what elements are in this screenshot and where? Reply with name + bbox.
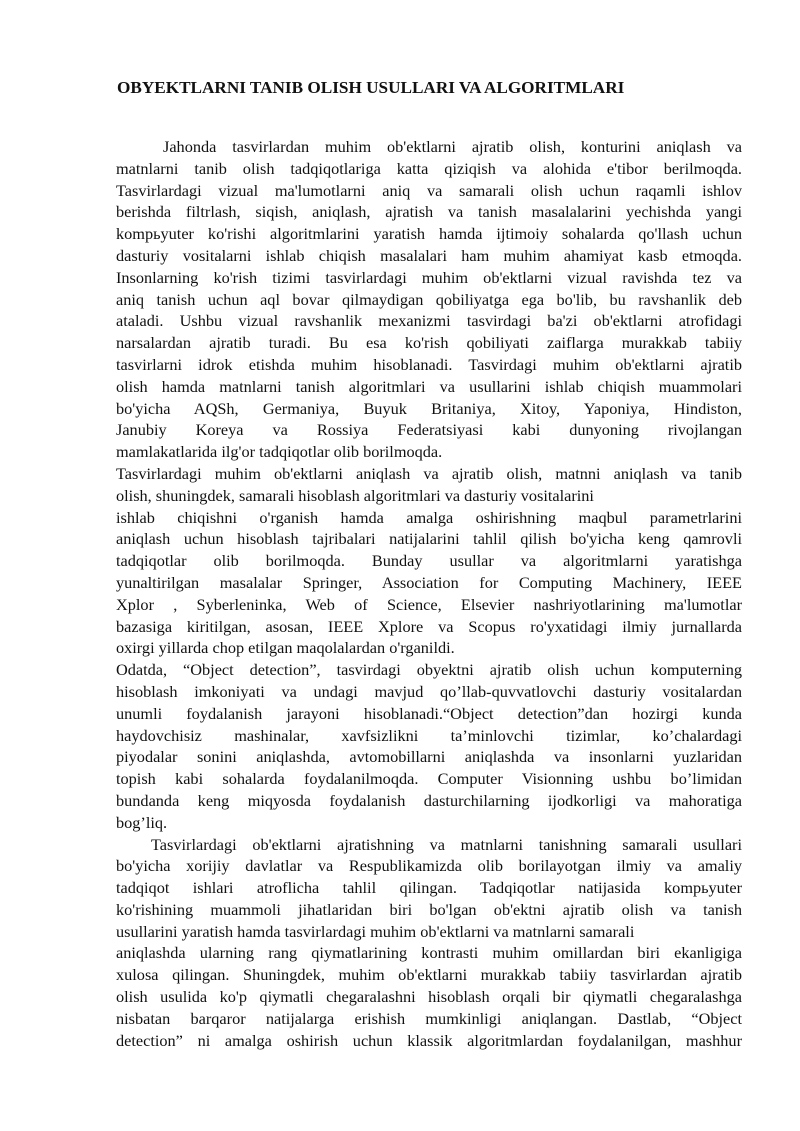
- body-line: Tasvirlardagi vizual ma'lumotlarni aniq va samarali olish uchun raqamli ishlov: [116, 180, 742, 200]
- body-line: olish, shuningdek, samarali hisoblash algoritmlari va dasturiy vositalarini: [116, 485, 594, 505]
- body-line: haydovchisiz mashinalar, xavfsizlikni ta’minlovchi tizimlar, ko’chalardagi: [116, 725, 742, 745]
- body-line: bog’liq.: [116, 812, 168, 832]
- body-line: narsalardan ajratib turadi. Bu esa ko'rish qobiliyati zaiflarga murakkab tabiiy: [116, 333, 742, 353]
- body-line: Tasvirlardagi ob'ektlarni ajratishning va matnlarni tanishning samarali usullari: [151, 834, 742, 854]
- body-line: Tasvirlardagi muhim ob'ektlarni aniqlash va ajratib olish, matnni aniqlash va tanib: [116, 463, 742, 483]
- body-line: Janubiy Koreya va Rossiya Federatsiyasi kabi dunyoning rivojlangan: [116, 420, 742, 440]
- body-line: Odatda, “Object detection”, tasvirdagi obyektni ajratib olish uchun komputerning: [116, 660, 742, 680]
- body-line: ataladi. Ushbu vizual ravshanlik mexanizmi tasvirdagi ba'zi ob'ektlarni atrofidagi: [116, 311, 742, 331]
- body-line: oxirgi yillarda chop etilgan maqolalardan o'rganildi.: [116, 638, 455, 658]
- body-line: berishda filtrlash, siqish, aniqlash, ajratish va tanish masalalarini yechishda yangi: [116, 202, 742, 222]
- body-line: bo'yicha xorijiy davlatlar va Respublikamizda olib borilayotgan ilmiy va amaliy: [116, 856, 742, 876]
- body-line: piyodalar sonini aniqlashda, avtomobillarni aniqlashda va insonlarni yuzlaridan: [116, 747, 742, 767]
- body-line: usullarini yaratish hamda tasvirlardagi muhim ob'ektlarni va matnlarni samarali: [116, 921, 635, 941]
- body-line: Insonlarning ko'rish tizimi tasvirlardagi muhim ob'ektlarni vizual ravishda tez va: [116, 267, 742, 287]
- body-line: aniqlashda ularning rang qiymatlarining kontrasti muhim omillardan biri ekanligiga: [116, 943, 742, 963]
- document-title: OBYEKTLARNI TANIB OLISH USULLARI VA ALGORITMLARI: [117, 78, 625, 97]
- body-line: nisbatan barqaror natijalarga erishish mumkinligi aniqlangan. Dastlab, “Object: [116, 1008, 742, 1028]
- body-line: ishlab chiqishni o'rganish hamda amalga oshirishning maqbul parametrlarini: [116, 507, 742, 527]
- document-body: [116, 136, 742, 1051]
- body-line: hisoblash imkoniyati va undagi mavjud qo’llab-quvvatlovchi dasturiy vositalardan: [116, 681, 742, 701]
- body-line: tadqiqotlar olib borilmoqda. Bunday usullar va algoritmlarni yaratishga: [116, 551, 742, 571]
- body-line: tadqiqot ishlari atroflicha tahlil qilingan. Tadqiqotlar natijasida kompьyuter: [116, 878, 742, 898]
- body-line: aniq tanish uchun aql bovar qilmaydigan qobiliyatga ega bo'lib, bu ravshanlik deb: [116, 289, 742, 309]
- body-line: kompьyuter ko'rishi algoritmlarini yaratish hamda ijtimoiy sohalarda qo'llash uchun: [116, 224, 742, 244]
- body-line: aniqlash uchun hisoblash tajribalari natijalarini tahlil qilish bo'yicha keng qamrovli: [116, 529, 742, 549]
- body-line: matnlarni tanib olish tadqiqotlariga katta qiziqish va alohida e'tibor berilmoqda.: [116, 158, 742, 178]
- body-line: olish usulida ko'p qiymatli chegaralashni hisoblash orqali bir qiymatli chegaralashga: [116, 987, 742, 1007]
- body-line: olish hamda matnlarni tanish algoritmlari va usullarini ishlab chiqish muammolari: [116, 376, 742, 396]
- body-line: detection” ni amalga oshirish uchun klassik algoritmlardan foydalanilgan, mashhur: [116, 1030, 742, 1050]
- body-line: Xplor , Syberleninka, Web of Science, Elsevier nashriyotlarining ma'lumotlar: [116, 594, 742, 614]
- body-line: bo'yicha AQSh, Germaniya, Buyuk Britaniya, Xitoy, Yaponiya, Hindiston,: [116, 398, 742, 418]
- body-line: dasturiy vositalarni ishlab chiqish masalalari ham muhim ahamiyat kasb etmoqda.: [116, 245, 742, 265]
- body-line: Jahonda tasvirlardan muhim ob'ektlarni ajratib olish, konturini aniqlash va: [163, 137, 742, 156]
- body-line: bazasiga kiritilgan, asosan, IEEE Xplore va Scopus ro'yxatidagi ilmiy jurnallarda: [116, 616, 742, 636]
- body-line: ko'rishining muammoli jihatlaridan biri bo'lgan ob'ektni ajratib olish va tanish: [116, 899, 742, 919]
- body-line: bundanda keng miqyosda foydalanish dasturchilarning ijodkorligi va mahoratiga: [116, 790, 742, 810]
- body-line: yunaltirilgan masalalar Springer, Association for Computing Machinery, IEEE: [116, 572, 742, 592]
- body-line: tasvirlarni idrok etishda muhim hisoblanadi. Tasvirdagi muhim ob'ektlarni ajratib: [116, 354, 742, 374]
- body-line: xulosa qilingan. Shuningdek, muhim ob'ektlarni murakkab tabiiy tasvirlardan ajratib: [116, 965, 742, 985]
- body-line: topish kabi sohalarda foydalanilmoqda. Computer Visionning ushbu bo’limidan: [116, 769, 742, 789]
- body-line: unumli foydalanish jarayoni hisoblanadi.“Object detection”dan hozirgi kunda: [116, 703, 742, 723]
- body-line: mamlakatlarida ilg'or tadqiqotlar olib borilmoqda.: [116, 442, 443, 462]
